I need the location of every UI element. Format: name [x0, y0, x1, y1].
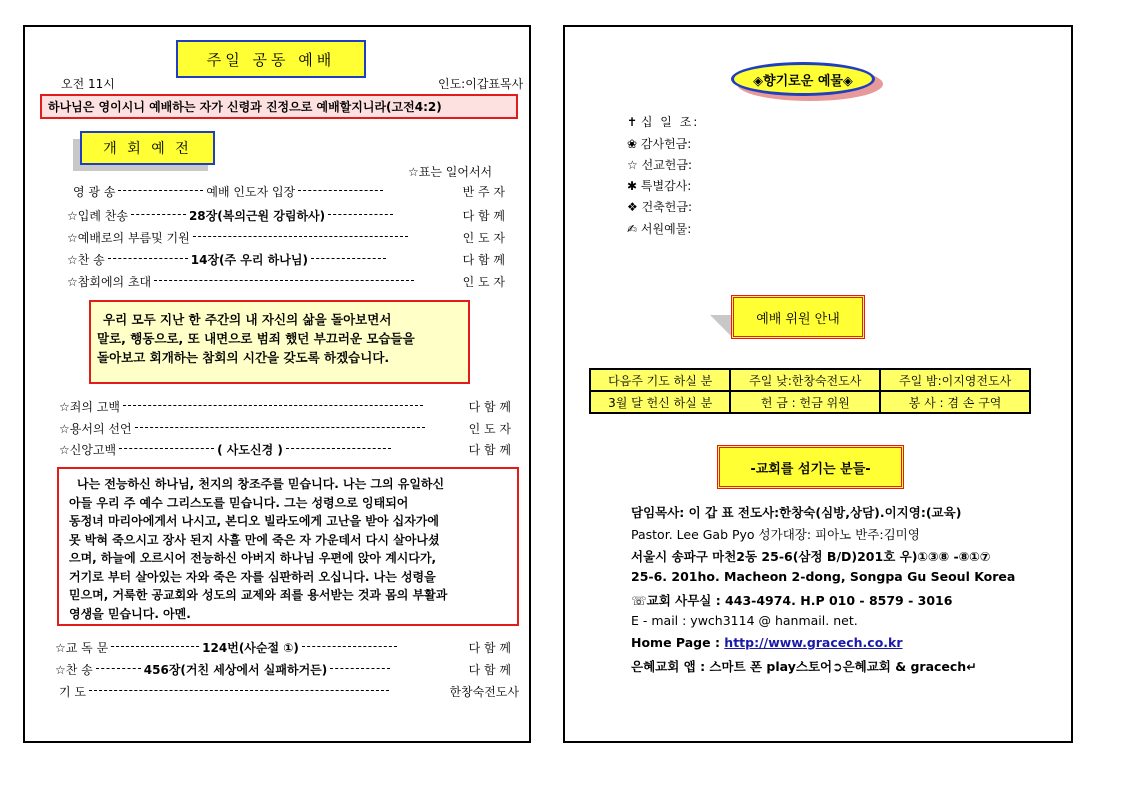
creed-line: 믿으며, 거룩한 공교회와 성도의 교제와 죄를 용서받는 것과 몸의 부활과 [69, 588, 448, 602]
reflection-box [89, 300, 470, 384]
info-line: 담임목사: 이 갑 표 전도사:한창숙(심방,상담).이지영:(교육) [631, 505, 962, 520]
committee-title-shadow [710, 315, 732, 337]
servants-title-box [717, 445, 904, 489]
info-line: 서울시 송파구 마천2동 25-6(삼정 B/D)201호 우)①③⑧ -⑧①⑦ [631, 549, 991, 564]
offering-item: ☆ 선교헌금: [627, 158, 693, 172]
table-row [590, 369, 1030, 391]
info-line: 25-6. 201ho. Macheon 2-dong, Songpa Gu Seoul Korea [631, 569, 1016, 584]
creed-line: 아들 우리 주 예수 그리스도를 믿습니다. 그는 성령으로 잉태되어 [69, 495, 409, 510]
table-cell: 헌 금 : 헌금 위원 [730, 391, 880, 413]
order-item: 영 광 송 예배 인도자 입장 반 주 자 [73, 185, 505, 199]
order-item: ☆찬 송 14장(주 우리 하나님) 다 함 께 [67, 253, 505, 267]
section-title-box [80, 131, 215, 165]
reflection-line: 우리 모두 지난 한 주간의 내 자신의 삶을 돌아보면서 [103, 312, 392, 327]
homepage-line [631, 635, 903, 650]
asterisk-icon: ✱ [627, 179, 638, 193]
table-cell: 3월 달 헌신 하실 분 [590, 391, 730, 413]
left-page [23, 25, 531, 743]
creed-line: 동정녀 마리아에게서 나시고, 본디오 빌라도에게 고난을 받아 십자가에 [69, 514, 439, 528]
table-cell: 주일 밤:이지영전도사 [880, 369, 1030, 391]
offering-title: ◈향기로운 예물◈ [753, 73, 853, 89]
order-item: ☆입례 찬송 28장(복의근원 강림하사) 다 함 께 [67, 209, 505, 223]
pen-icon: ✍ [627, 222, 638, 236]
offering-item: ✍ 서원예물: [627, 222, 692, 236]
diamond-icon: ❖ [627, 200, 638, 214]
committee-table [589, 368, 1031, 414]
creed-line: 나는 전능하신 하나님, 천지의 창조주를 믿습니다. 나는 그의 유일하신 [77, 477, 445, 491]
stand-note: ☆표는 일어서서 [408, 165, 493, 179]
star-icon: ☆ [627, 158, 638, 172]
service-time: 오전 11시 [61, 77, 115, 91]
creed-line: 으며, 하늘에 오르시어 전능하신 아버지 하나님 우편에 앉아 계시다가, [69, 551, 437, 565]
creed-line: 거기로 부터 살아있는 자와 죽은 자를 심판하러 오십니다. 나는 성령을 [69, 569, 436, 584]
offering-item: ✝ 십 일 조: [627, 115, 700, 129]
reflection-line: 돌아보고 회개하는 참회의 시간을 갖도록 하겠습니다. [97, 350, 390, 365]
order-item: ☆참회에의 초대 인 도 자 [67, 275, 505, 289]
offering-item: ✱ 특별감사: [627, 179, 692, 193]
order-item: 기 도 한창숙전도사 [59, 685, 519, 699]
creed-line: 못 박혀 죽으시고 장사 된지 사흘 만에 죽은 자 가운데서 다시 살아나셨 [69, 532, 440, 547]
offering-title-oval [731, 62, 875, 96]
order-item: ☆용서의 선언 인 도 자 [59, 422, 511, 436]
section-title: 개 회 예 전 [103, 141, 192, 157]
order-item: ☆찬 송 456장(거친 세상에서 실패하거든) 다 함 께 [55, 663, 511, 677]
table-cell: 다음주 기도 하실 분 [590, 369, 730, 391]
creed-box [57, 467, 519, 626]
service-title-box [176, 40, 366, 78]
order-item: ☆죄의 고백 다 함 께 [59, 400, 511, 414]
flower-icon: ❀ [627, 137, 638, 151]
right-page [563, 25, 1073, 743]
cross-icon: ✝ [627, 115, 638, 129]
offering-item: ❀ 감사헌금: [627, 137, 692, 151]
order-item: ☆교 독 문 124번(사순절 ①) 다 함 께 [55, 641, 511, 655]
table-row [590, 391, 1030, 413]
service-title: 주일 공동 예배 [206, 50, 336, 69]
committee-title-box [731, 295, 865, 339]
verse-box [40, 94, 518, 119]
app-line: 은혜교회 앱 : 스마트 폰 play스토어➲은혜교회 & gracech↵ [631, 659, 977, 674]
order-item: ☆신앙고백 ( 사도신경 ) 다 함 께 [59, 443, 511, 457]
homepage-link[interactable]: http://www.gracech.co.kr [724, 635, 903, 650]
verse-text: 하나님은 영이시니 예배하는 자가 신령과 진정으로 예배할지니라(고전4:2) [48, 100, 442, 114]
info-line: Pastor. Lee Gab Pyo 성가대장: 피아노 반주:김미영 [631, 527, 920, 542]
offering-item: ❖ 건축헌금: [627, 200, 693, 214]
service-leader: 인도:이갑표목사 [438, 77, 524, 91]
homepage-label: Home Page : [631, 635, 725, 650]
creed-line: 영생을 믿습니다. 아멘. [69, 606, 191, 621]
order-item: ☆예배로의 부름및 기원 인 도 자 [67, 231, 505, 245]
table-cell: 봉 사 : 겸 손 구역 [880, 391, 1030, 413]
reflection-line: 말로, 행동으로, 또 내면으로 범죄 했던 부끄러운 모습들을 [97, 331, 415, 346]
servants-title: -교회를 섬기는 분들- [750, 461, 871, 477]
info-line: ☏교회 사무실 : 443-4974. H.P 010 - 8579 - 3016 [631, 593, 953, 608]
table-cell: 주일 낮:한창숙전도사 [730, 369, 880, 391]
info-line: E - mail : ywch3114 @ hanmail. net. [631, 613, 858, 628]
committee-title: 예배 위원 안내 [756, 311, 840, 327]
